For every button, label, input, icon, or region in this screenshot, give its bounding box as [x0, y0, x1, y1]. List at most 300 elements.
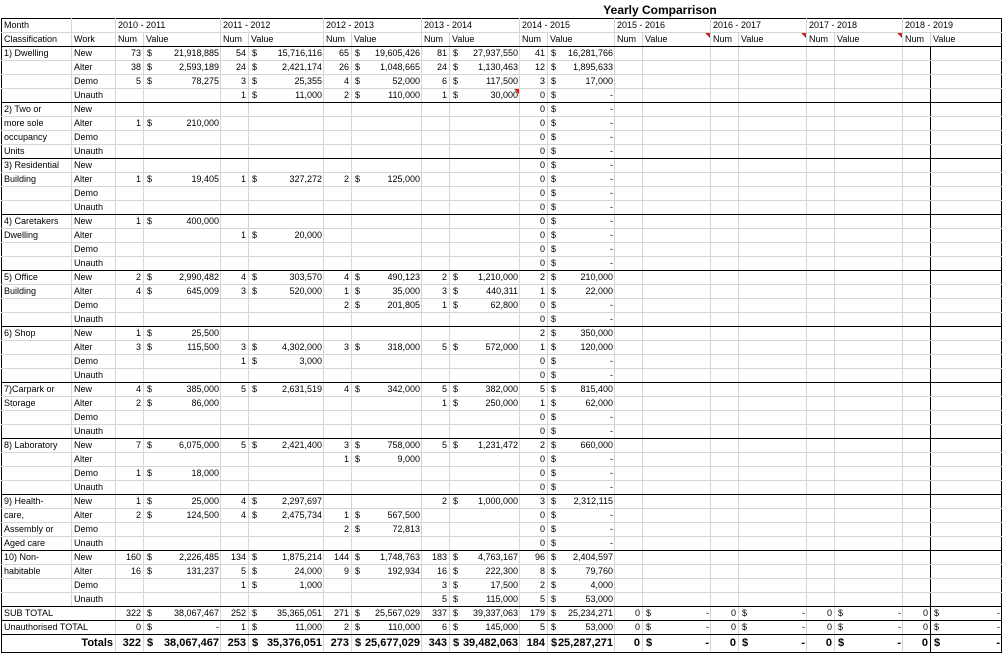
value-cell[interactable] — [144, 131, 221, 145]
value-cell[interactable] — [739, 397, 807, 411]
value-header[interactable]: Value — [835, 33, 903, 47]
value-cell[interactable] — [352, 187, 422, 201]
num-cell[interactable] — [711, 495, 739, 509]
value-cell[interactable] — [739, 453, 807, 467]
work-type[interactable]: New — [72, 159, 116, 173]
value-cell[interactable] — [450, 509, 520, 523]
value-cell[interactable] — [931, 215, 1002, 229]
value-cell[interactable] — [835, 467, 903, 481]
num-cell[interactable]: 4 — [116, 383, 144, 397]
work-type[interactable]: Unauth — [72, 425, 116, 439]
value-cell[interactable] — [739, 579, 807, 593]
value-cell[interactable] — [931, 481, 1002, 495]
value-cell[interactable] — [643, 215, 711, 229]
num-cell[interactable] — [903, 187, 931, 201]
num-cell[interactable] — [807, 47, 835, 61]
value-cell[interactable] — [450, 383, 520, 397]
num-cell[interactable] — [324, 159, 352, 173]
num-cell[interactable] — [807, 341, 835, 355]
value-cell[interactable] — [835, 509, 903, 523]
value-cell[interactable] — [450, 243, 520, 257]
num-cell[interactable] — [615, 523, 643, 537]
value-cell[interactable] — [739, 89, 807, 103]
num-cell[interactable]: 5 — [422, 593, 450, 607]
value-cell[interactable] — [643, 145, 711, 159]
num-cell[interactable] — [711, 47, 739, 61]
num-cell[interactable]: 2 — [324, 173, 352, 187]
num-cell[interactable] — [807, 369, 835, 383]
classification-label[interactable]: 5) Office — [2, 271, 72, 285]
value-cell[interactable] — [352, 327, 422, 341]
num-cell[interactable] — [116, 299, 144, 313]
value-cell[interactable] — [352, 341, 422, 355]
value-cell[interactable] — [931, 89, 1002, 103]
value-cell[interactable] — [144, 313, 221, 327]
value-cell[interactable] — [739, 131, 807, 145]
num-cell[interactable] — [903, 285, 931, 299]
num-cell[interactable] — [615, 75, 643, 89]
num-cell[interactable]: 5 — [520, 383, 548, 397]
num-cell[interactable]: 5 — [520, 621, 548, 635]
value-cell[interactable] — [548, 313, 615, 327]
value-cell[interactable] — [249, 411, 324, 425]
value-cell[interactable] — [835, 327, 903, 341]
value-cell[interactable] — [144, 467, 221, 481]
num-cell[interactable] — [422, 411, 450, 425]
value-cell[interactable] — [739, 145, 807, 159]
value-cell[interactable] — [352, 201, 422, 215]
num-cell[interactable] — [615, 117, 643, 131]
num-cell[interactable] — [116, 145, 144, 159]
work-type[interactable]: New — [72, 495, 116, 509]
value-cell[interactable] — [739, 257, 807, 271]
value-cell[interactable] — [352, 607, 422, 621]
classification-label[interactable]: 9) Health- — [2, 495, 72, 509]
year-header[interactable]: 2010 - 2011 — [116, 19, 221, 33]
num-cell[interactable] — [903, 397, 931, 411]
num-cell[interactable] — [711, 369, 739, 383]
num-cell[interactable]: 3 — [422, 579, 450, 593]
classification-label[interactable]: 6) Shop — [2, 327, 72, 341]
num-cell[interactable] — [116, 89, 144, 103]
num-cell[interactable]: 0 — [711, 621, 739, 635]
value-cell[interactable] — [643, 509, 711, 523]
value-cell[interactable] — [931, 551, 1002, 565]
classification-label[interactable] — [2, 313, 72, 327]
value-cell[interactable] — [249, 607, 324, 621]
num-cell[interactable] — [807, 537, 835, 551]
num-cell[interactable] — [324, 481, 352, 495]
value-cell[interactable] — [450, 439, 520, 453]
num-cell[interactable]: 1 — [221, 355, 249, 369]
value-cell[interactable] — [249, 453, 324, 467]
num-cell[interactable] — [615, 369, 643, 383]
value-cell[interactable] — [931, 635, 1002, 653]
num-cell[interactable] — [324, 131, 352, 145]
work-type[interactable]: Unauth — [72, 257, 116, 271]
value-cell[interactable] — [931, 243, 1002, 257]
num-cell[interactable]: 0 — [520, 453, 548, 467]
value-cell[interactable] — [249, 579, 324, 593]
value-cell[interactable] — [352, 579, 422, 593]
value-cell[interactable] — [643, 565, 711, 579]
value-cell[interactable] — [739, 565, 807, 579]
classification-label[interactable] — [2, 369, 72, 383]
classification-label[interactable]: Building — [2, 285, 72, 299]
num-cell[interactable] — [903, 299, 931, 313]
value-cell[interactable] — [739, 285, 807, 299]
value-cell[interactable] — [739, 187, 807, 201]
value-cell[interactable] — [249, 285, 324, 299]
num-cell[interactable] — [116, 187, 144, 201]
classification-label[interactable]: 1) Dwelling — [2, 47, 72, 61]
value-cell[interactable] — [835, 131, 903, 145]
value-cell[interactable] — [450, 201, 520, 215]
work-type[interactable]: Alter — [72, 565, 116, 579]
value-cell[interactable] — [450, 369, 520, 383]
num-cell[interactable] — [711, 243, 739, 257]
value-cell[interactable] — [548, 285, 615, 299]
value-cell[interactable] — [144, 187, 221, 201]
value-cell[interactable] — [931, 47, 1002, 61]
value-cell[interactable] — [835, 537, 903, 551]
work-type[interactable]: Demo — [72, 523, 116, 537]
value-cell[interactable] — [249, 257, 324, 271]
num-cell[interactable] — [903, 89, 931, 103]
value-cell[interactable] — [931, 439, 1002, 453]
num-cell[interactable]: 337 — [422, 607, 450, 621]
num-cell[interactable] — [422, 117, 450, 131]
value-cell[interactable] — [931, 159, 1002, 173]
num-cell[interactable] — [324, 201, 352, 215]
classification-label[interactable] — [2, 579, 72, 593]
value-cell[interactable] — [352, 439, 422, 453]
num-cell[interactable] — [903, 481, 931, 495]
num-cell[interactable] — [807, 453, 835, 467]
num-cell[interactable]: 2 — [520, 579, 548, 593]
num-cell[interactable]: 41 — [520, 47, 548, 61]
num-cell[interactable] — [807, 159, 835, 173]
value-cell[interactable] — [739, 425, 807, 439]
num-cell[interactable]: 1 — [116, 117, 144, 131]
value-cell[interactable] — [548, 621, 615, 635]
value-cell[interactable] — [144, 285, 221, 299]
num-cell[interactable]: 160 — [116, 551, 144, 565]
value-cell[interactable] — [643, 75, 711, 89]
value-cell[interactable] — [739, 355, 807, 369]
num-cell[interactable] — [711, 341, 739, 355]
num-cell[interactable] — [711, 257, 739, 271]
value-cell[interactable] — [739, 635, 807, 653]
num-cell[interactable]: 271 — [324, 607, 352, 621]
num-cell[interactable] — [116, 537, 144, 551]
num-cell[interactable]: 343 — [422, 635, 450, 653]
value-cell[interactable] — [548, 327, 615, 341]
num-cell[interactable] — [615, 173, 643, 187]
value-cell[interactable] — [931, 565, 1002, 579]
value-cell[interactable] — [352, 411, 422, 425]
num-cell[interactable] — [324, 103, 352, 117]
value-cell[interactable] — [835, 369, 903, 383]
num-cell[interactable] — [422, 131, 450, 145]
work-header[interactable]: Work — [72, 33, 116, 47]
value-cell[interactable] — [450, 187, 520, 201]
num-cell[interactable] — [615, 467, 643, 481]
num-cell[interactable] — [615, 383, 643, 397]
value-cell[interactable] — [931, 145, 1002, 159]
num-cell[interactable]: 0 — [615, 607, 643, 621]
value-cell[interactable] — [931, 61, 1002, 75]
value-cell[interactable] — [548, 187, 615, 201]
value-cell[interactable] — [548, 159, 615, 173]
work-type[interactable]: Demo — [72, 299, 116, 313]
num-cell[interactable]: 0 — [520, 537, 548, 551]
num-cell[interactable] — [711, 383, 739, 397]
value-cell[interactable] — [643, 117, 711, 131]
num-cell[interactable] — [903, 61, 931, 75]
value-cell[interactable] — [249, 327, 324, 341]
value-cell[interactable] — [450, 453, 520, 467]
num-cell[interactable] — [615, 411, 643, 425]
num-cell[interactable] — [116, 243, 144, 257]
classification-label[interactable] — [2, 411, 72, 425]
num-cell[interactable]: 1 — [422, 89, 450, 103]
value-cell[interactable] — [249, 425, 324, 439]
value-cell[interactable] — [931, 327, 1002, 341]
num-cell[interactable]: 5 — [422, 383, 450, 397]
value-cell[interactable] — [643, 607, 711, 621]
value-cell[interactable] — [835, 313, 903, 327]
num-header[interactable]: Num — [116, 33, 144, 47]
num-cell[interactable]: 322 — [116, 607, 144, 621]
value-cell[interactable] — [931, 187, 1002, 201]
value-cell[interactable] — [835, 271, 903, 285]
classification-label[interactable]: Building — [2, 173, 72, 187]
num-cell[interactable] — [615, 453, 643, 467]
value-cell[interactable] — [249, 495, 324, 509]
value-cell[interactable] — [931, 285, 1002, 299]
value-cell[interactable] — [931, 355, 1002, 369]
num-cell[interactable] — [615, 565, 643, 579]
value-cell[interactable] — [144, 537, 221, 551]
num-cell[interactable] — [903, 425, 931, 439]
value-cell[interactable] — [450, 355, 520, 369]
num-cell[interactable] — [116, 579, 144, 593]
classification-label[interactable]: occupancy — [2, 131, 72, 145]
work-type[interactable]: Demo — [72, 243, 116, 257]
value-cell[interactable] — [548, 551, 615, 565]
num-cell[interactable] — [324, 355, 352, 369]
year-header[interactable]: 2015 - 2016 — [615, 19, 711, 33]
value-cell[interactable] — [144, 201, 221, 215]
num-cell[interactable] — [116, 313, 144, 327]
num-cell[interactable]: 1 — [520, 285, 548, 299]
value-cell[interactable] — [249, 159, 324, 173]
num-cell[interactable]: 65 — [324, 47, 352, 61]
value-cell[interactable] — [352, 61, 422, 75]
num-cell[interactable] — [422, 327, 450, 341]
num-cell[interactable] — [422, 215, 450, 229]
value-cell[interactable] — [450, 607, 520, 621]
value-cell[interactable] — [835, 145, 903, 159]
value-cell[interactable] — [739, 159, 807, 173]
num-cell[interactable] — [422, 173, 450, 187]
num-cell[interactable]: 253 — [221, 635, 249, 653]
num-cell[interactable] — [116, 523, 144, 537]
value-cell[interactable] — [249, 355, 324, 369]
value-cell[interactable] — [835, 621, 903, 635]
num-cell[interactable] — [711, 579, 739, 593]
value-cell[interactable] — [144, 369, 221, 383]
value-cell[interactable] — [450, 47, 520, 61]
num-cell[interactable]: 0 — [520, 159, 548, 173]
value-cell[interactable] — [931, 257, 1002, 271]
value-cell[interactable] — [548, 495, 615, 509]
work-type[interactable]: Alter — [72, 117, 116, 131]
value-cell[interactable] — [548, 453, 615, 467]
num-cell[interactable]: 183 — [422, 551, 450, 565]
num-cell[interactable] — [807, 509, 835, 523]
value-cell[interactable] — [352, 635, 422, 653]
num-cell[interactable] — [903, 593, 931, 607]
value-cell[interactable] — [643, 383, 711, 397]
totals-label[interactable]: Totals — [2, 635, 116, 653]
value-cell[interactable] — [144, 593, 221, 607]
num-cell[interactable]: 3 — [221, 285, 249, 299]
value-cell[interactable] — [739, 215, 807, 229]
num-cell[interactable]: 5 — [520, 593, 548, 607]
value-cell[interactable] — [931, 621, 1002, 635]
num-cell[interactable]: 2 — [324, 621, 352, 635]
value-cell[interactable] — [352, 565, 422, 579]
num-cell[interactable] — [324, 495, 352, 509]
value-cell[interactable] — [835, 89, 903, 103]
num-cell[interactable]: 2 — [116, 397, 144, 411]
num-cell[interactable] — [807, 579, 835, 593]
value-cell[interactable] — [643, 131, 711, 145]
value-cell[interactable] — [931, 467, 1002, 481]
value-cell[interactable] — [835, 201, 903, 215]
num-cell[interactable] — [324, 187, 352, 201]
num-cell[interactable] — [422, 145, 450, 159]
num-cell[interactable]: 5 — [422, 439, 450, 453]
num-cell[interactable] — [903, 103, 931, 117]
num-cell[interactable] — [711, 565, 739, 579]
num-cell[interactable] — [807, 89, 835, 103]
num-cell[interactable] — [903, 75, 931, 89]
num-cell[interactable]: 0 — [520, 173, 548, 187]
num-header[interactable]: Num — [221, 33, 249, 47]
num-cell[interactable]: 5 — [221, 565, 249, 579]
num-cell[interactable]: 1 — [116, 215, 144, 229]
num-cell[interactable] — [807, 551, 835, 565]
num-cell[interactable]: 2 — [324, 299, 352, 313]
value-cell[interactable] — [739, 467, 807, 481]
num-cell[interactable]: 252 — [221, 607, 249, 621]
value-cell[interactable] — [548, 47, 615, 61]
num-cell[interactable] — [807, 565, 835, 579]
value-cell[interactable] — [739, 271, 807, 285]
value-cell[interactable] — [144, 453, 221, 467]
num-cell[interactable] — [615, 215, 643, 229]
num-cell[interactable] — [615, 537, 643, 551]
value-cell[interactable] — [352, 369, 422, 383]
value-cell[interactable] — [739, 243, 807, 257]
num-cell[interactable] — [903, 369, 931, 383]
value-cell[interactable] — [249, 565, 324, 579]
classification-label[interactable] — [2, 61, 72, 75]
num-cell[interactable] — [807, 593, 835, 607]
value-cell[interactable] — [739, 173, 807, 187]
value-cell[interactable] — [548, 131, 615, 145]
value-header[interactable]: Value — [739, 33, 807, 47]
num-cell[interactable] — [324, 327, 352, 341]
work-type[interactable]: Demo — [72, 411, 116, 425]
num-cell[interactable] — [903, 467, 931, 481]
num-cell[interactable]: 0 — [520, 509, 548, 523]
num-cell[interactable] — [903, 579, 931, 593]
num-cell[interactable] — [615, 299, 643, 313]
num-cell[interactable]: 0 — [520, 523, 548, 537]
num-cell[interactable] — [807, 173, 835, 187]
value-cell[interactable] — [931, 383, 1002, 397]
value-cell[interactable] — [835, 439, 903, 453]
num-cell[interactable]: 5 — [221, 439, 249, 453]
value-cell[interactable] — [931, 103, 1002, 117]
value-header[interactable]: Value — [352, 33, 422, 47]
value-cell[interactable] — [548, 257, 615, 271]
num-cell[interactable] — [615, 481, 643, 495]
num-cell[interactable] — [615, 425, 643, 439]
value-cell[interactable] — [643, 243, 711, 257]
value-cell[interactable] — [835, 453, 903, 467]
value-cell[interactable] — [249, 201, 324, 215]
num-cell[interactable] — [324, 593, 352, 607]
value-cell[interactable] — [931, 369, 1002, 383]
num-cell[interactable] — [711, 425, 739, 439]
value-cell[interactable] — [548, 355, 615, 369]
num-cell[interactable] — [324, 411, 352, 425]
num-cell[interactable] — [711, 355, 739, 369]
work-type[interactable]: Unauth — [72, 201, 116, 215]
value-cell[interactable] — [548, 341, 615, 355]
num-cell[interactable] — [116, 257, 144, 271]
value-cell[interactable] — [739, 341, 807, 355]
classification-label[interactable]: 3) Residential — [2, 159, 72, 173]
num-cell[interactable] — [116, 201, 144, 215]
num-cell[interactable] — [807, 271, 835, 285]
num-cell[interactable] — [324, 117, 352, 131]
value-cell[interactable] — [739, 299, 807, 313]
num-cell[interactable] — [221, 117, 249, 131]
num-cell[interactable] — [807, 523, 835, 537]
work-type[interactable]: Unauth — [72, 593, 116, 607]
value-cell[interactable] — [835, 299, 903, 313]
num-cell[interactable]: 322 — [116, 635, 144, 653]
num-cell[interactable] — [711, 453, 739, 467]
classification-label[interactable]: Storage — [2, 397, 72, 411]
classification-label[interactable]: Assembly or — [2, 523, 72, 537]
value-cell[interactable] — [643, 579, 711, 593]
work-type[interactable]: Unauth — [72, 145, 116, 159]
work-type[interactable]: Alter — [72, 341, 116, 355]
value-cell[interactable] — [835, 75, 903, 89]
num-cell[interactable]: 4 — [116, 285, 144, 299]
num-cell[interactable]: 0 — [807, 607, 835, 621]
num-cell[interactable] — [807, 131, 835, 145]
num-cell[interactable] — [711, 285, 739, 299]
value-cell[interactable] — [450, 327, 520, 341]
